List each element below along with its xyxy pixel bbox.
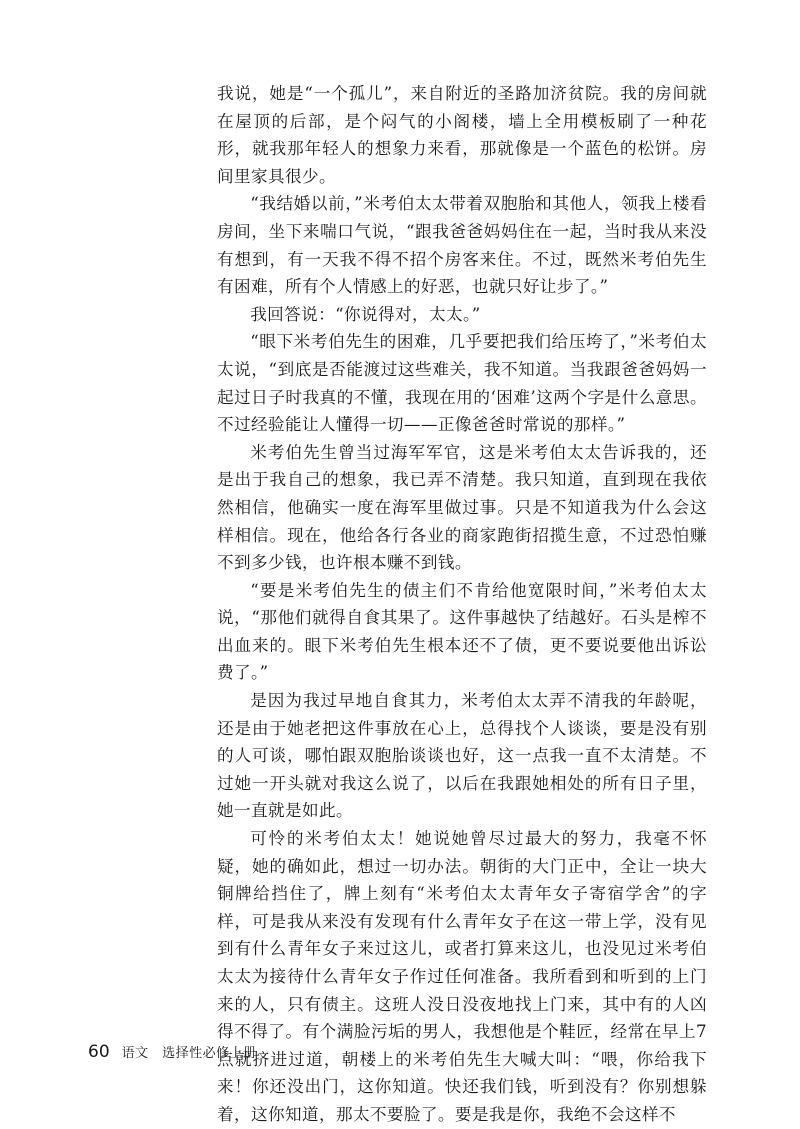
paragraph-7: 是因为我过早地自食其力，米考伯太太弄不清我的年龄呢，还是由于她老把这件事放在心上，总得找个人谈谈，要是没有别的人可谈，哪怕跟双胞胎谈谈也好，这一点我一直不太清楚。不过她一开头就对我这么说了，以后在我跟她相处的所有日子里，她一直就是如此。 <box>217 691 707 821</box>
book-title: 语文 选择性必修上册 <box>121 1046 257 1061</box>
paragraph-1: 我说，她是“一个孤儿”，来自附近的圣路加济贫院。我的房间就在屋顶的后部，是个闷气的小阁楼，墙上全用模板刷了一种花形，就我那年轻人的想象力来看，那就像是一个蓝色的松饼。房间里家具很少。 <box>217 84 707 186</box>
page-number: 60 <box>88 1042 110 1062</box>
paragraph-4: “眼下米考伯先生的困难，几乎要把我们给压垮了，”米考伯太太说，“到底是否能渡过这些难关，我不知道。当我跟爸爸妈妈一起过日子时我真的不懂，我现在用的‘困难’这两个字是什么意思。不过经验能让人懂得一切——正像爸爸时常说的那样。” <box>217 332 707 435</box>
page-footer <box>88 1042 257 1062</box>
paragraph-2: “我结婚以前，”米考伯太太带着双胞胎和其他人，领我上楼看房间，坐下来喘口气说，“跟我爸爸妈妈住在一起，当时我从来没有想到，有一天我不得不招个房客来住。不过，既然米考伯先生有困难，所有个人情感上的好恶，也就只好让步了。” <box>217 194 707 297</box>
paragraph-3: 我回答说：“你说得对，太太。” <box>250 304 481 324</box>
page-body <box>217 80 707 1129</box>
paragraph-6: “要是米考伯先生的债主们不肯给他宽限时间，”米考伯太太说，“那他们就得自食其果了。这件事越快了结越好。石头是榨不出血来的。眼下米考伯先生根本还不了债，更不要说要他出诉讼费了。” <box>217 580 707 683</box>
paragraph-8: 可怜的米考伯太太！她说她曾尽过最大的努力，我毫不怀疑，她的确如此，想过一切办法。朝街的大门正中，全让一块大铜牌给挡住了，牌上刻有“米考伯太太青年女子寄宿学舍”的字样，可是我从来没有发现有什么青年女子在这一带上学，没有见到有什么青年女子来过这儿，或者打算来这儿，也没见过米考伯太太为接待什么青年女子作过任何准备。我所看到和听到的上门来的人，只有债主。这班人没日没夜地找上门来，其中有的人凶得不得了。有个满脸污垢的男人，我想他是个鞋匠，经常在早上7点就挤进过道，朝楼上的米考伯先生大喊大叫：“喂，你给我下来！你还没出门，这你知道。快还我们钱，听到没有？你别想躲着，这你知道，那太不要脸了。要是我是你，我绝不会这样不 <box>217 829 707 1124</box>
paragraph-5: 米考伯先生曾当过海军军官，这是米考伯太太告诉我的，还是出于我自己的想象，我已弄不清楚。我只知道，直到现在我依然相信，他确实一度在海军里做过事。只是不知道我为什么会这样相信。现在，他给各行各业的商家跑街招揽生意，不过恐怕赚不到多少钱，也许根本赚不到钱。 <box>217 442 707 573</box>
